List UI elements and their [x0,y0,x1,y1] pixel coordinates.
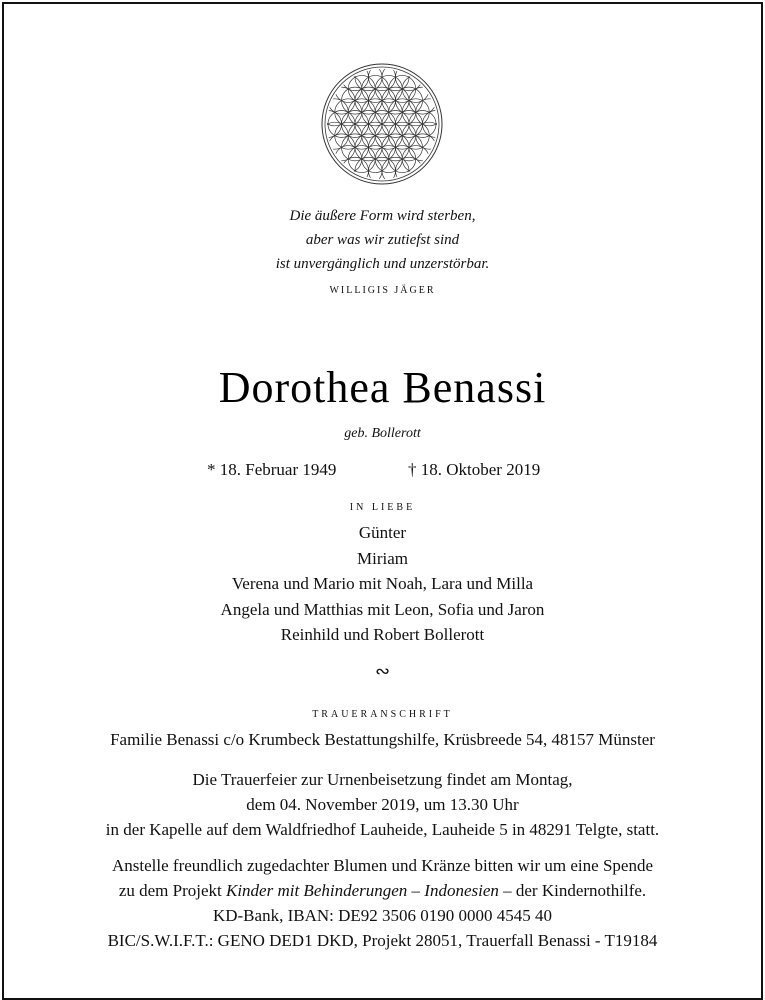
birth-date: * 18. Februar 1949 [207,460,337,479]
life-dates [2,460,763,484]
mourner-line: Günter [358,523,407,542]
donation-line: Anstelle freundlich zugedachter Blumen und Kränze bitten wir um eine Spende [112,856,653,875]
mourner-line: Reinhild und Robert Bollerott [280,625,485,644]
mourning-address: Familie Benassi c/o Krumbeck Bestattungshilfe, Krüsbreede 54, 48157 Münster [110,730,655,749]
donation-project: Kinder mit Behinderungen – Indonesien [225,881,499,900]
ceremony-info [2,767,763,842]
mourning-address-label: TRAUERANSCHRIFT [312,709,453,720]
ornament-icon: ∾ [374,661,391,682]
mourners-label: IN LIEBE [349,502,416,513]
quote [2,204,763,276]
bank-bic: BIC/S.W.I.F.T.: GENO DED1 DKD, Projekt 28051, Trauerfall Benassi - T19184 [107,931,658,950]
donation-line [2,878,763,903]
mourners-list [2,520,763,648]
mourner-line: Miriam [357,548,408,568]
quote-line: Die äußere Form wird sterben, [289,208,476,224]
bank-iban: KD-Bank, IBAN: DE92 3506 0190 0000 4545 40 [212,906,553,925]
quote-author: WILLIGIS JÄGER [329,285,436,296]
ceremony-line: dem 04. November 2019, um 13.30 Uhr [246,795,519,814]
quote-line: ist unvergänglich und unzerstörbar. [275,256,490,272]
maiden-name: geb. Bollerott [344,426,421,441]
death-date: † 18. Oktober 2019 [408,460,541,479]
ceremony-line: Die Trauerfeier zur Urnenbeisetzung findet am Montag, [192,770,573,789]
obituary [2,2,763,998]
flower-of-life-icon [320,62,444,186]
mourner-line: Angela und Matthias mit Leon, Sofia und Jaron [220,599,545,619]
quote-line: aber was wir zutiefst sind [305,232,460,248]
mourner-line: Verena und Mario mit Noah, Lara und Milla [231,574,534,593]
donation-prefix: zu dem Projekt [118,881,226,900]
donation-info [2,853,763,953]
deceased-name: Dorothea Benassi [218,363,547,412]
donation-suffix: – der Kindernothilfe. [498,881,647,900]
ceremony-line: in der Kapelle auf dem Waldfriedhof Lauheide, Lauheide 5 in 48291 Telgte, statt. [105,820,660,839]
